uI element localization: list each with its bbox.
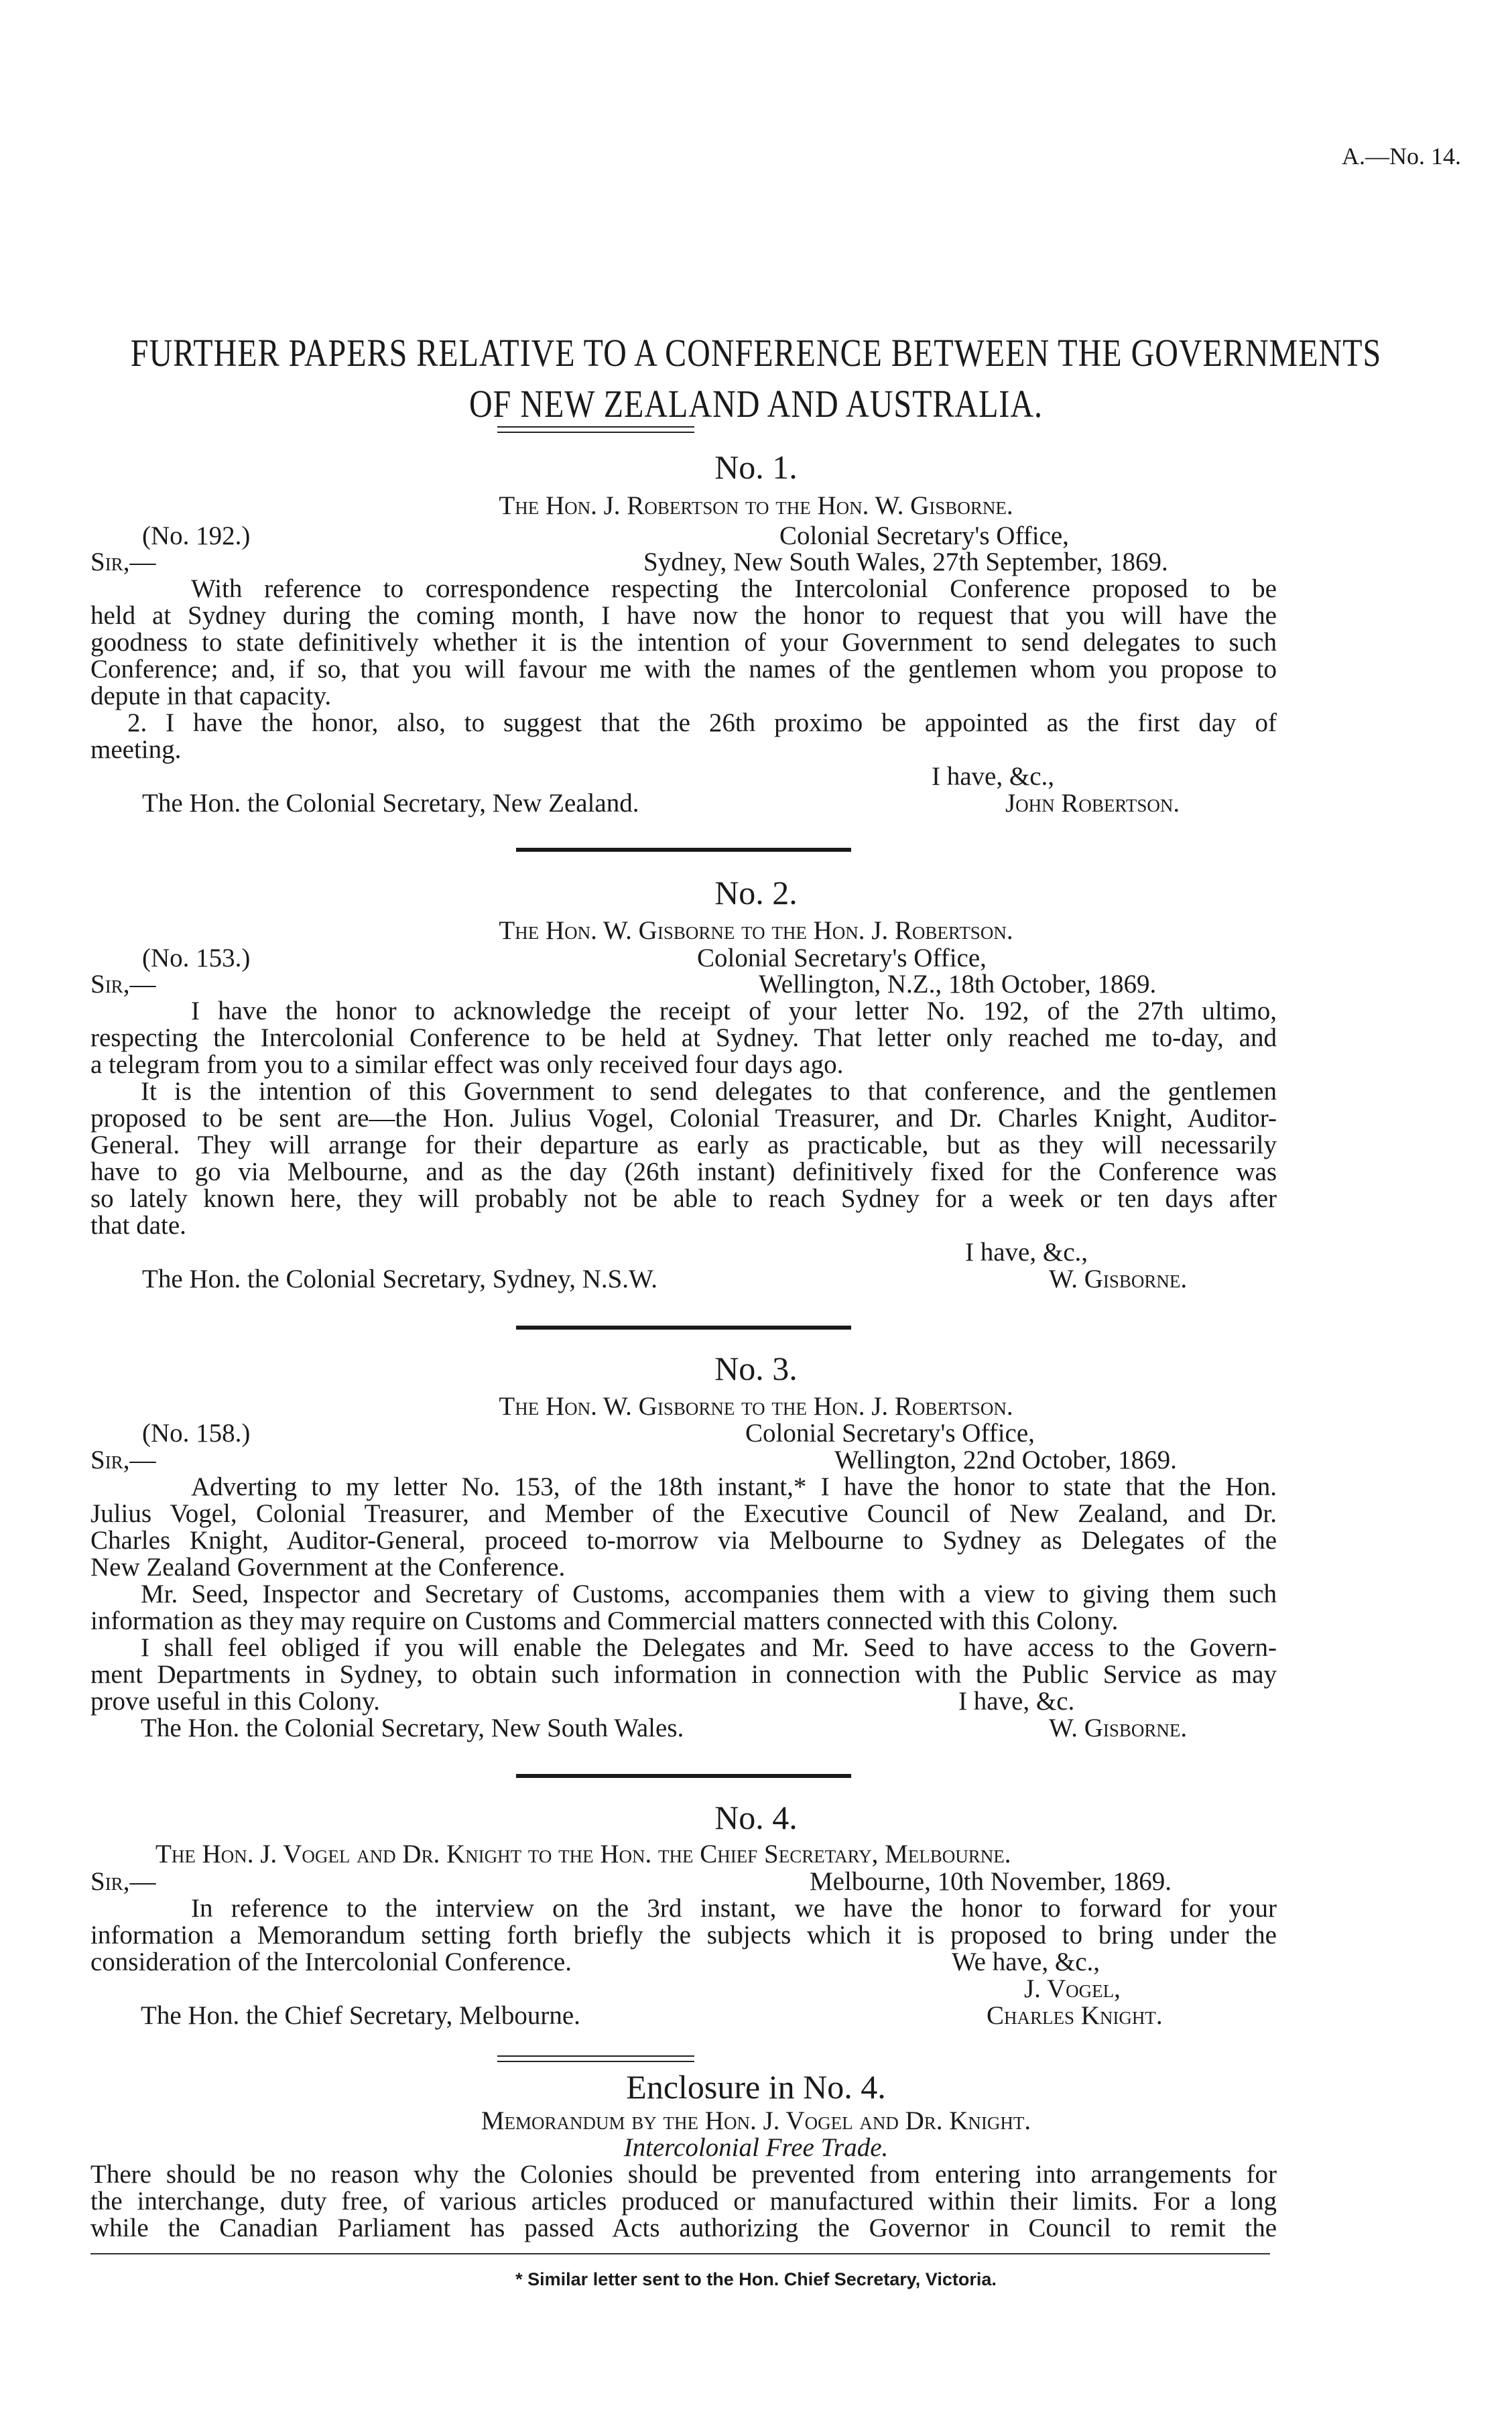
enclosure-line: the interchange, duty free, of various articles produced or manufactured within their limits. For a long bbox=[90, 2187, 1277, 2216]
letter-1-line: depute in that capacity. bbox=[90, 682, 332, 710]
letter-2-line: I have the honor to acknowledge the receipt of your letter No. 192, of the 27th ultimo, bbox=[191, 997, 1277, 1025]
letter-3-line: ment Departments in Sydney, to obtain such information in connection with the Public Service as may bbox=[90, 1660, 1277, 1689]
letter-2-line: that date. bbox=[90, 1211, 186, 1240]
letter-4-heading: The Hon. J. Vogel and Dr. Knight to the Hon. the Chief Secretary, Melbourne. bbox=[155, 1840, 1011, 1868]
letter-1-line: 2. I have the honor, also, to suggest that the 26th proximo be appointed as the first day of bbox=[127, 708, 1277, 737]
letter-2-closing: I have, &c., bbox=[965, 1238, 1088, 1267]
letter-2-line: so lately known here, they will probably not be able to reach Sydney for a week or ten days after bbox=[90, 1184, 1277, 1213]
enclosure-line: There should be no reason why the Colonies should be prevented from entering into arrangements for bbox=[90, 2160, 1277, 2189]
letter-2-office: Colonial Secretary's Office, bbox=[697, 944, 987, 972]
letter-1-addressee: The Hon. the Colonial Secretary, New Zealand. bbox=[142, 789, 639, 818]
letter-3-line: information as they may require on Customs and Commercial matters connected with this Colony. bbox=[90, 1606, 1119, 1635]
letter-4-number: No. 4. bbox=[714, 1799, 798, 1836]
letter-3-line: Mr. Seed, Inspector and Secretary of Customs, accompanies them with a view to giving them such bbox=[141, 1580, 1277, 1608]
letter-1-line: With reference to correspondence respecting the Intercolonial Conference proposed to be bbox=[191, 574, 1277, 603]
letter-3-ref: (No. 158.) bbox=[142, 1419, 251, 1448]
title-line-2: OF NEW ZEALAND AND AUSTRALIA. bbox=[468, 382, 1044, 426]
letter-3-line: Adverting to my letter No. 153, of the 18th instant,* I have the honor to state that the Hon. bbox=[191, 1472, 1277, 1501]
letter-4-closing: We have, &c., bbox=[952, 1948, 1100, 1976]
letter-4-line: information a Memorandum setting forth briefly the subjects which it is proposed to bring under the bbox=[90, 1921, 1277, 1950]
letter-4-addressee: The Hon. the Chief Secretary, Melbourne. bbox=[141, 2001, 580, 2030]
letter-4-signature-2: Charles Knight. bbox=[987, 2001, 1163, 2030]
letter-3-place-date: Wellington, 22nd October, 1869. bbox=[834, 1446, 1177, 1474]
letter-2-addressee: The Hon. the Colonial Secretary, Sydney, N.S.W. bbox=[142, 1265, 658, 1293]
enclosure-subheading: Memorandum by the Hon. J. Vogel and Dr. Knight. bbox=[481, 2106, 1031, 2135]
letter-1-line: held at Sydney during the coming month, I have now the honor to request that you will have the bbox=[90, 601, 1277, 630]
letter-3-line: Julius Vogel, Colonial Treasurer, and Member of the Executive Council of New Zealand, and Dr. bbox=[90, 1499, 1277, 1528]
letter-3-line: I shall feel obliged if you will enable the Delegates and Mr. Seed to have access to the Govern- bbox=[141, 1633, 1277, 1662]
letter-2-line: have to go via Melbourne, and as the day (26th instant) definitively fixed for the Conference was bbox=[90, 1157, 1277, 1186]
letter-1-line: goodness to state definitively whether it is the intention of your Government to send delegates to such bbox=[90, 628, 1277, 657]
letter-1-office: Colonial Secretary's Office, bbox=[779, 521, 1069, 550]
letter-3-signature: W. Gisborne. bbox=[1049, 1714, 1188, 1742]
section-divider bbox=[516, 1774, 851, 1778]
letter-3-salutation: Sir,— bbox=[90, 1446, 156, 1474]
letter-2-number: No. 2. bbox=[714, 874, 798, 911]
letter-3-addressee: The Hon. the Colonial Secretary, New South Wales. bbox=[141, 1714, 684, 1742]
page-number: A.—No. 14. bbox=[1342, 143, 1461, 170]
title-line-1: FURTHER PAPERS RELATIVE TO A CONFERENCE BETWEEN THE GOVERNMENTS bbox=[130, 331, 1382, 375]
letter-4-signature-1: J. Vogel, bbox=[1024, 1974, 1121, 2003]
section-divider bbox=[516, 848, 851, 852]
letter-2-heading: The Hon. W. Gisborne to the Hon. J. Robertson. bbox=[499, 916, 1013, 945]
letter-1-ref: (No. 192.) bbox=[142, 521, 251, 550]
footnote-rule bbox=[90, 2253, 1270, 2254]
letter-3-closing: I have, &c. bbox=[958, 1687, 1075, 1716]
letter-2-signature: W. Gisborne. bbox=[1049, 1265, 1188, 1293]
letter-4-line: In reference to the interview on the 3rd instant, we have the honor to forward for your bbox=[191, 1894, 1277, 1923]
letter-3-line: New Zealand Government at the Conference. bbox=[90, 1553, 566, 1582]
letter-2-line: a telegram from you to a similar effect was only received four days ago. bbox=[90, 1050, 844, 1079]
letter-3-line: prove useful in this Colony. bbox=[90, 1687, 380, 1716]
enclosure-heading: Enclosure in No. 4. bbox=[626, 2068, 886, 2106]
letter-4-salutation: Sir,— bbox=[90, 1867, 156, 1896]
enclosure-topic: Intercolonial Free Trade. bbox=[623, 2133, 889, 2162]
section-divider bbox=[516, 1326, 851, 1330]
letter-3-number: No. 3. bbox=[714, 1350, 798, 1387]
letter-4-line: consideration of the Intercolonial Conference. bbox=[90, 1948, 572, 1976]
letter-2-line: General. They will arrange for their departure as early as practicable, but as they will necessarily bbox=[90, 1131, 1277, 1159]
title-rule bbox=[497, 426, 694, 433]
letter-1-line: Conference; and, if so, that you will favour me with the names of the gentlemen whom you propose to bbox=[90, 655, 1277, 684]
letter-3-office: Colonial Secretary's Office, bbox=[745, 1419, 1035, 1448]
letter-1-line: meeting. bbox=[90, 735, 182, 764]
document-title bbox=[0, 328, 1512, 430]
letter-2-salutation: Sir,— bbox=[90, 970, 156, 999]
letter-1-signature: John Robertson. bbox=[1005, 789, 1180, 818]
letter-1-number: No. 1. bbox=[714, 448, 798, 486]
letter-2-line: proposed to be sent are—the Hon. Julius Vogel, Colonial Treasurer, and Dr. Charles Knight, Auditor- bbox=[90, 1104, 1277, 1133]
letter-3-heading: The Hon. W. Gisborne to the Hon. J. Robertson. bbox=[499, 1392, 1013, 1421]
letter-2-line: It is the intention of this Government to send delegates to that conference, and the gentlemen bbox=[141, 1077, 1277, 1106]
letter-4-place-date: Melbourne, 10th November, 1869. bbox=[810, 1867, 1172, 1896]
section-rule bbox=[497, 2055, 694, 2062]
letter-1-closing: I have, &c., bbox=[932, 762, 1055, 791]
letter-1-salutation: Sir,— bbox=[90, 548, 156, 576]
enclosure-line: while the Canadian Parliament has passed Acts authorizing the Governor in Council to remit the bbox=[90, 2214, 1277, 2242]
footnote: * Similar letter sent to the Hon. Chief Secretary, Victoria. bbox=[515, 2269, 997, 2289]
letter-2-line: respecting the Intercolonial Conference to be held at Sydney. That letter only reached me to-day, and bbox=[90, 1023, 1277, 1052]
letter-1-heading: The Hon. J. Robertson to the Hon. W. Gisborne. bbox=[499, 491, 1013, 520]
letter-2-ref: (No. 153.) bbox=[142, 944, 251, 972]
letter-3-line: Charles Knight, Auditor-General, proceed to-morrow via Melbourne to Sydney as Delegates of the bbox=[90, 1526, 1277, 1555]
letter-1-place-date: Sydney, New South Wales, 27th September, 1869. bbox=[643, 548, 1168, 576]
letter-2-place-date: Wellington, N.Z., 18th October, 1869. bbox=[759, 970, 1157, 999]
